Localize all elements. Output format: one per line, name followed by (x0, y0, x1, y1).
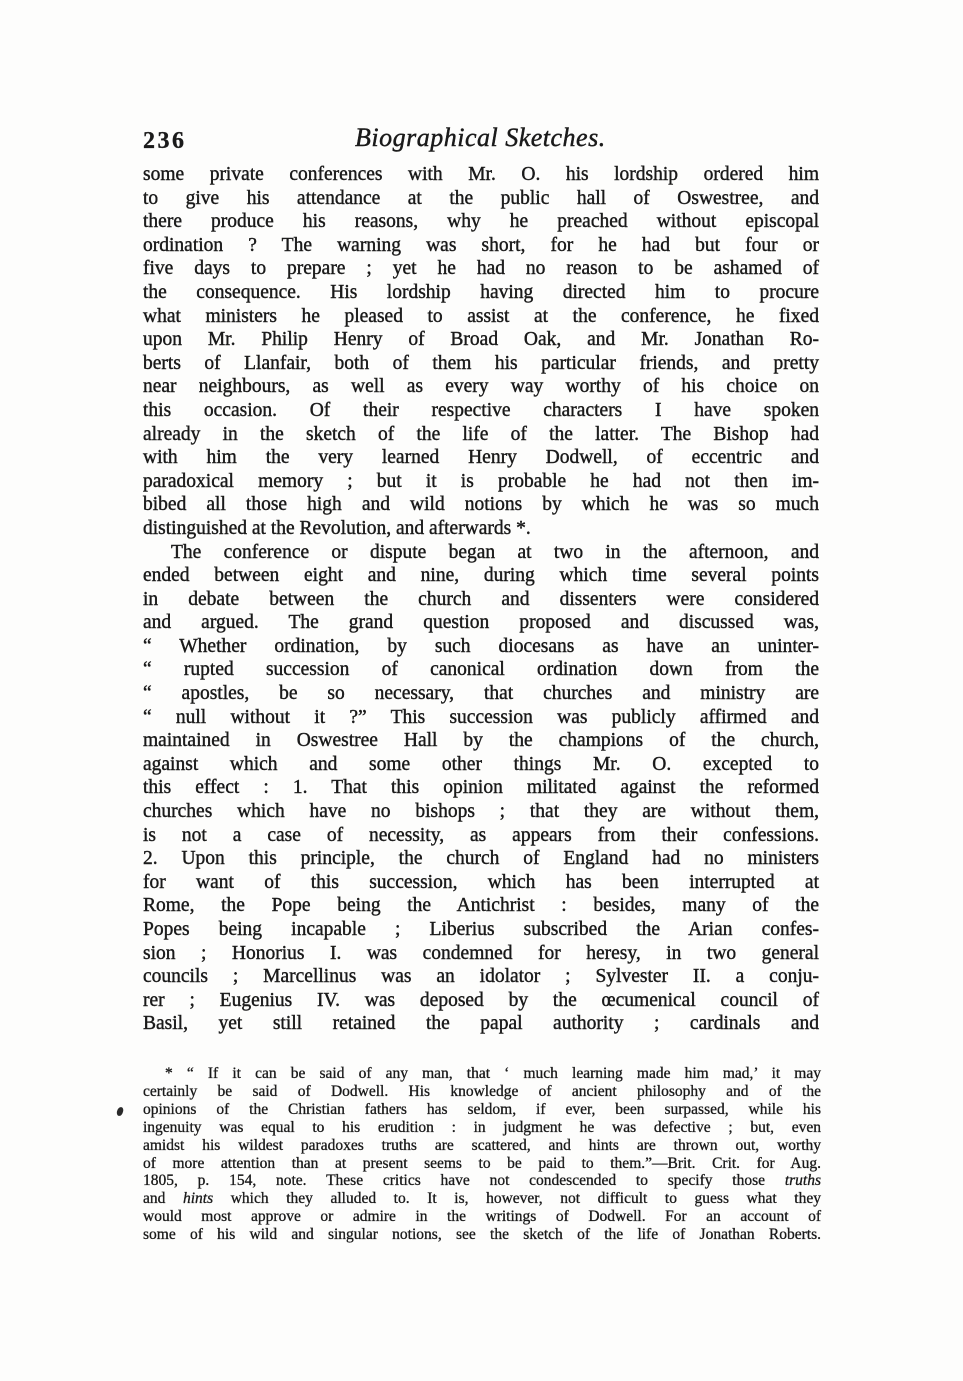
text-line: and argued. The grand question proposed and discussed was, (143, 612, 819, 634)
text-line: rer ; Eugenius IV. was deposed by the œcumenical council of (143, 989, 819, 1011)
text-line: ordination ? The warning was short, for he had but four or (143, 234, 819, 256)
text-line: 2. Upon this principle, the church of England had no ministers (143, 848, 819, 870)
text-line: is not a case of necessity, as appears from their confessions. (143, 824, 819, 846)
text-line: paradoxical memory ; but it is probable he had not then im- (143, 470, 819, 492)
text-line: berts of Llanfair, both of them his particular friends, and pretty (143, 352, 819, 374)
body-text (143, 163, 819, 1036)
text-line: there produce his reasons, why he preached without episcopal (143, 211, 819, 233)
text-line: upon Mr. Philip Henry of Broad Oak, and Mr. Jonathan Ro- (143, 329, 819, 351)
text-line: Popes being incapable ; Liberius subscribed the Arian confes- (143, 919, 819, 940)
text-line: The conference or dispute began at two in the afternoon, and (171, 541, 819, 563)
running-title: Biographical Sketches. (355, 123, 606, 152)
footnote (143, 1065, 821, 1244)
text-line: Rome, the Pope being the Antichrist : besides, many of the (143, 895, 819, 917)
text-line: maintained in Oswestree Hall by the champions of the church, (143, 730, 819, 752)
text-line: some private conferences with Mr. O. his lordship ordered him (143, 164, 819, 185)
text-line: would most approve or admire in the writings of Dodwell. For an account of (143, 1208, 821, 1226)
text-line: of more attention than at present seems to be paid to them.”—Brit. Crit. for Aug. (143, 1154, 821, 1172)
text-line: “ Whether ordination, by such diocesans as have an uninter- (143, 635, 819, 657)
text-line: this effect : 1. That this opinion militated against the reformed (143, 777, 819, 799)
text-line: opinions of the Christian fathers has seldom, if ever, been surpassed, while his (143, 1100, 821, 1118)
page-number: 236 (143, 128, 187, 154)
text-line: the consequence. His lordship having directed him to procure (143, 281, 819, 303)
text-line: some of his wild and singular notions, see the sketch of the life of Jonathan Roberts. (143, 1226, 821, 1244)
text-line: councils ; Marcellinus was an idolator ; Sylvester II. a conju- (143, 966, 819, 988)
text-line: “ rupted succession of canonical ordination down from the (143, 659, 819, 681)
text-line: churches which have no bishops ; that they are without them, (143, 801, 819, 823)
text-line: “ apostles, be so necessary, that churches and ministry are (143, 683, 819, 705)
text-line: bibed all those high and wild notions by which he was so much (143, 494, 819, 516)
text-line: Basil, yet still retained the papal authority ; cardinals and (143, 1013, 819, 1035)
text-line: in debate between the church and dissenters were considered (143, 588, 819, 610)
ink-speck (116, 1106, 124, 1116)
text-line: with him the very learned Henry Dodwell, of eccentric and (143, 447, 819, 469)
text-line: to give his attendance at the public hall of Oswestree, and (143, 187, 819, 209)
text-line: amidst his wildest paradoxes truths are scattered, and hints are thrown out, worthy (143, 1136, 821, 1154)
text-line: ended between eight and nine, during which time several points (143, 565, 819, 587)
page-header (143, 123, 819, 159)
paragraph (143, 541, 819, 1036)
text-line: for want of this succession, which has been interrupted at (143, 871, 819, 893)
text-line: and hints which they alluded to. It is, however, not difficult to guess what they (143, 1190, 821, 1208)
text-line: near neighbours, as well as every way worthy of his choice on (143, 376, 819, 398)
paragraph (143, 163, 819, 541)
text-line: * “ If it can be said of any man, that ‘ much learning made him mad,’ it may (165, 1065, 821, 1082)
text-line: what ministers he pleased to assist at the conference, he fixed (143, 305, 819, 327)
text-line: 1805, p. 154, note. These critics have not condescended to specify those truths (143, 1172, 821, 1190)
text-line: distinguished at the Revolution, and afterwards *. (143, 517, 531, 539)
text-line: five days to prepare ; yet he had no reason to be ashamed of (143, 258, 819, 280)
text-line: this occasion. Of their respective characters I have spoken (143, 399, 819, 421)
text-line: “ null without it ?” This succession was publicly affirmed and (143, 706, 819, 728)
text-line: sion ; Honorius I. was condemned for heresy, in two general (143, 942, 819, 964)
text-line: certainly be said of Dodwell. His knowledge of ancient philosophy and of the (143, 1082, 821, 1100)
paragraph (143, 1065, 821, 1244)
text-line: already in the sketch of the life of the latter. The Bishop had (143, 423, 819, 445)
text-line: against which and some other things Mr. O. excepted to (143, 753, 819, 775)
text-line: ingenuity was equal to his erudition : in judgment he was defective ; but, even (143, 1118, 821, 1136)
